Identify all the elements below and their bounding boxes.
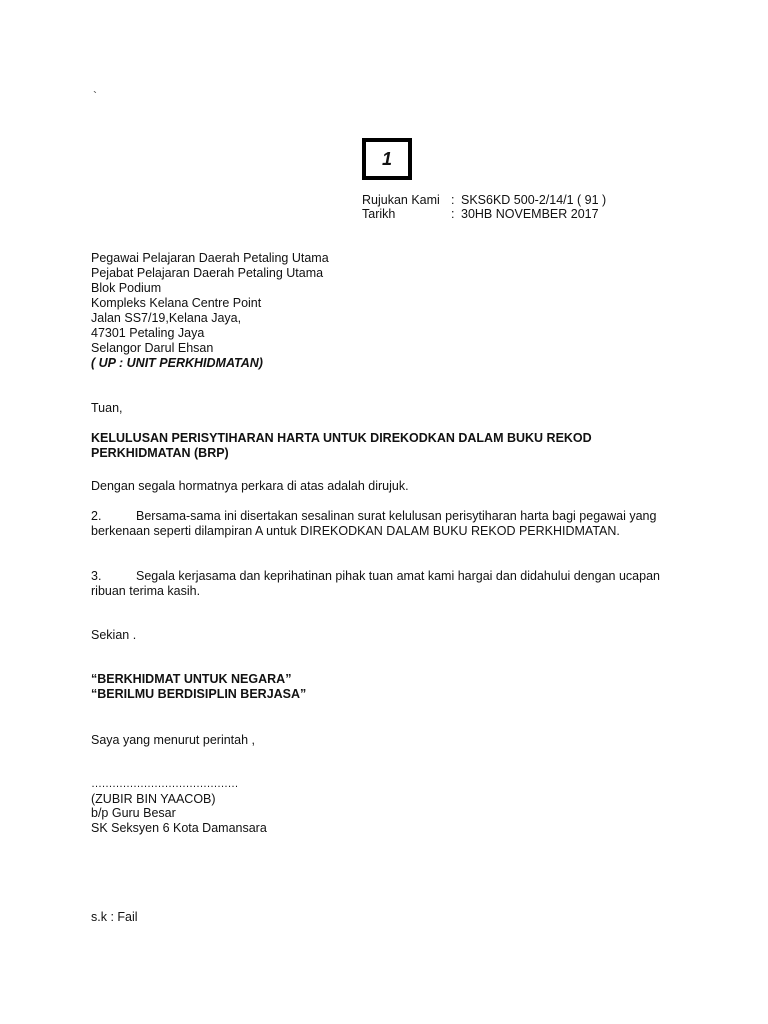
paragraph-2-number: 2. [91, 509, 102, 523]
tarikh-label: Tarikh [362, 207, 396, 221]
paragraph-2-line-2: berkenaan seperti dilampiran A untuk DIREKODKAN DALAM BUKU REKOD PERKHIDMATAN. [91, 524, 620, 538]
signatory-title: b/p Guru Besar [91, 806, 176, 820]
paragraph-3-line-1: Segala kerjasama dan keprihatinan pihak tuan amat kami hargai dan didahului dengan ucapan [136, 569, 660, 583]
closing: Sekian . [91, 628, 137, 642]
subject-line-2: PERKHIDMATAN (BRP) [91, 446, 229, 460]
address-line: Kompleks Kelana Centre Point [91, 296, 262, 310]
paragraph-2-line-1: Bersama-sama ini disertakan sesalinan surat kelulusan perisytiharan harta bagi pegawai yang [136, 509, 657, 523]
rujukan-colon: : [451, 193, 455, 207]
paragraph-3-line-2: ribuan terima kasih. [91, 584, 201, 598]
signatory-school: SK Seksyen 6 Kota Damansara [91, 821, 267, 835]
tarikh-value: 30HB NOVEMBER 2017 [461, 207, 599, 221]
sign-intro: Saya yang menurut perintah , [91, 733, 255, 747]
stray-mark: ` [93, 89, 97, 103]
opening-sentence: Dengan segala hormatnya perkara di atas adalah dirujuk. [91, 479, 409, 493]
rujukan-value: SKS6KD 500-2/14/1 ( 91 ) [461, 193, 607, 207]
salutation: Tuan, [91, 401, 123, 415]
address-line: Pegawai Pelajaran Daerah Petaling Utama [91, 251, 329, 265]
address-line: 47301 Petaling Jaya [91, 326, 205, 340]
address-line: Jalan SS7/19,Kelana Jaya, [91, 311, 242, 325]
rujukan-label: Rujukan Kami [362, 193, 440, 207]
attachment-number-box: 1 [362, 138, 412, 180]
signatory-name: (ZUBIR BIN YAACOB) [91, 792, 216, 806]
paragraph-3-number: 3. [91, 569, 102, 583]
signature-line: …………………………………… [91, 778, 238, 790]
address-line: Blok Podium [91, 281, 162, 295]
address-line: Selangor Darul Ehsan [91, 341, 214, 355]
tarikh-colon: : [451, 207, 455, 221]
motto-line-1: “BERKHIDMAT UNTUK NEGARA” [91, 672, 292, 686]
address-line: Pejabat Pelajaran Daerah Petaling Utama [91, 266, 324, 280]
carbon-copy: s.k : Fail [91, 910, 138, 924]
motto-line-2: “BERILMU BERDISIPLIN BERJASA” [91, 687, 307, 701]
attention-line: ( UP : UNIT PERKHIDMATAN) [91, 356, 263, 370]
subject-line-1: KELULUSAN PERISYTIHARAN HARTA UNTUK DIREKODKAN DALAM BUKU REKOD [91, 431, 592, 445]
